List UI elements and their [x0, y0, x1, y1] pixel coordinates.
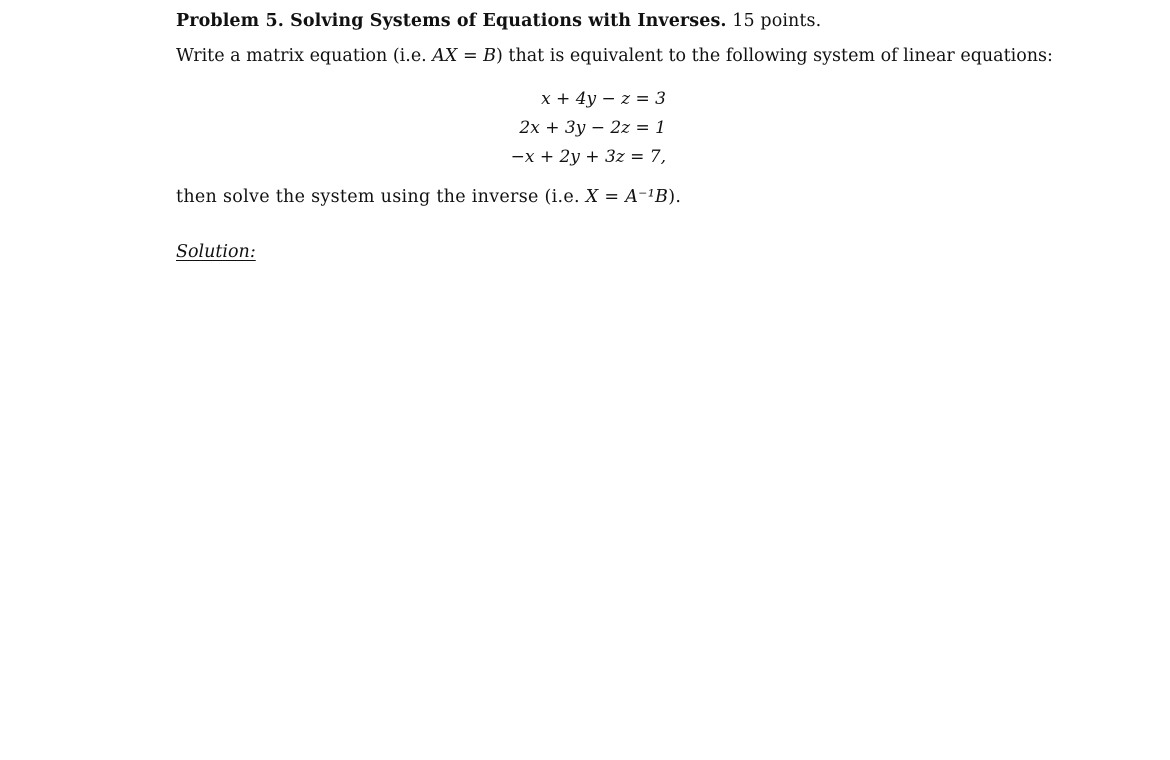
solve-prefix: then solve the system using the inverse (i.e.: [176, 187, 586, 207]
instruction-math: AX = B: [432, 46, 497, 66]
equation-line: x + 4y − z = 3: [541, 89, 666, 109]
problem-title: Problem 5. Solving Systems of Equations with Inverses.: [176, 11, 727, 31]
solve-math: X = A⁻¹B: [585, 187, 669, 207]
equation-system: [496, 88, 666, 175]
solve-suffix: ).: [668, 187, 682, 207]
instruction-suffix: ) that is equivalent to the following system of linear equations:: [496, 46, 1053, 66]
solve-instruction: [176, 187, 681, 207]
problem-points: 15 points.: [732, 11, 822, 31]
instruction-text: [176, 46, 1053, 66]
equation-line: −x + 2y + 3z = 7,: [510, 147, 666, 167]
problem-heading: [176, 11, 821, 31]
instruction-prefix: Write a matrix equation (i.e.: [176, 46, 433, 66]
equation-line: 2x + 3y − 2z = 1: [519, 118, 666, 138]
solution-label: Solution:: [176, 242, 256, 262]
